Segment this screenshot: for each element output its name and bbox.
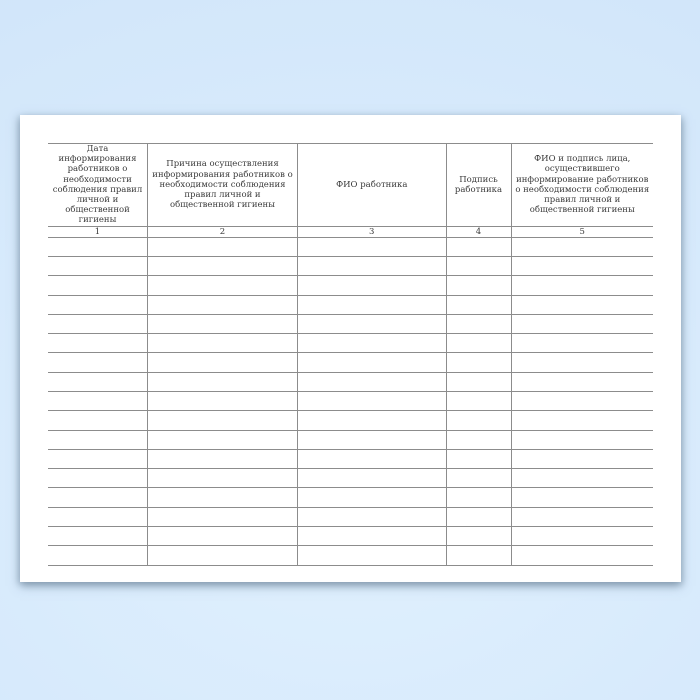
table-cell [511,449,653,468]
table-cell [511,295,653,314]
table-cell [446,488,511,507]
table-cell [148,314,298,333]
table-cell [148,527,298,546]
table-cell [48,449,148,468]
table-cell [48,295,148,314]
table-cell [446,372,511,391]
column-number-row [48,226,653,237]
table-cell [298,237,447,256]
table-cell [48,507,148,526]
table-cell [511,527,653,546]
table-cell [446,237,511,256]
table-row [48,430,653,449]
table-row [48,237,653,256]
table-cell [511,430,653,449]
table-cell [511,334,653,353]
table-cell [511,276,653,295]
table-cell [511,469,653,488]
table-body [48,237,653,565]
hygiene-journal-table [48,143,653,566]
table-cell [298,353,447,372]
column-header-informer: ФИО и подпись лица, осуществившего информирование работников о необходимости соблюдения правил личной и общественной гигиены [511,144,653,227]
column-number: 1 [48,226,148,237]
table-cell [298,546,447,565]
table-cell [446,507,511,526]
table-cell [148,276,298,295]
table-cell [298,256,447,275]
table-row [48,353,653,372]
table-row [48,334,653,353]
table-cell [298,449,447,468]
table-row [48,546,653,565]
table-cell [148,237,298,256]
table-cell [298,411,447,430]
table-cell [511,314,653,333]
table-cell [446,314,511,333]
column-number: 2 [148,226,298,237]
column-header-reason: Причина осуществления информирования работников о необходимости соблюдения правил личной и общественной гигиены [148,144,298,227]
table-cell [48,546,148,565]
table-cell [511,353,653,372]
table-cell [298,392,447,411]
column-header-employee-signature: Подпись работника [446,144,511,227]
table-cell [148,411,298,430]
table-cell [446,430,511,449]
table-row [48,256,653,275]
table-cell [446,469,511,488]
table-row [48,469,653,488]
table-row [48,527,653,546]
table-cell [511,237,653,256]
table-cell [298,334,447,353]
table-cell [148,372,298,391]
table-cell [298,314,447,333]
table-cell [48,430,148,449]
table-cell [48,488,148,507]
document-page [20,115,681,582]
table-cell [48,392,148,411]
table-row [48,507,653,526]
table-cell [446,411,511,430]
table-cell [446,449,511,468]
table-cell [148,256,298,275]
table-cell [48,256,148,275]
table-row [48,449,653,468]
table-row [48,488,653,507]
table-cell [48,276,148,295]
table-row [48,276,653,295]
table-cell [48,372,148,391]
table-row [48,411,653,430]
table-cell [148,334,298,353]
table-cell [446,256,511,275]
table-cell [48,237,148,256]
column-header-date: Дата информирования работников о необходимости соблюдения правил личной и общественной гигиены [48,144,148,227]
table-row [48,372,653,391]
table-cell [48,314,148,333]
table-cell [511,372,653,391]
table-row [48,295,653,314]
table-cell [148,488,298,507]
table-cell [446,392,511,411]
table-cell [148,295,298,314]
table-cell [511,392,653,411]
table-cell [446,295,511,314]
table-cell [48,469,148,488]
column-number: 3 [298,226,447,237]
table-cell [148,430,298,449]
column-number: 5 [511,226,653,237]
table-cell [48,411,148,430]
table-cell [446,353,511,372]
table-cell [511,411,653,430]
table-cell [148,546,298,565]
column-header-employee-name: ФИО работника [298,144,447,227]
table-cell [511,507,653,526]
table-row [48,314,653,333]
table-cell [48,334,148,353]
table-cell [511,488,653,507]
table-cell [298,488,447,507]
table-cell [298,295,447,314]
table-row [48,392,653,411]
table-cell [298,430,447,449]
header-row [48,144,653,227]
table-cell [148,469,298,488]
table-cell [511,546,653,565]
table-cell [48,527,148,546]
table-cell [298,527,447,546]
table-cell [298,469,447,488]
table-cell [148,353,298,372]
table-cell [148,449,298,468]
table-cell [511,256,653,275]
table-cell [446,546,511,565]
table-cell [298,372,447,391]
table-cell [48,353,148,372]
column-number: 4 [446,226,511,237]
table-cell [148,392,298,411]
table-cell [298,507,447,526]
table-cell [446,276,511,295]
table-cell [446,334,511,353]
table-cell [446,527,511,546]
table-cell [298,276,447,295]
table-cell [148,507,298,526]
